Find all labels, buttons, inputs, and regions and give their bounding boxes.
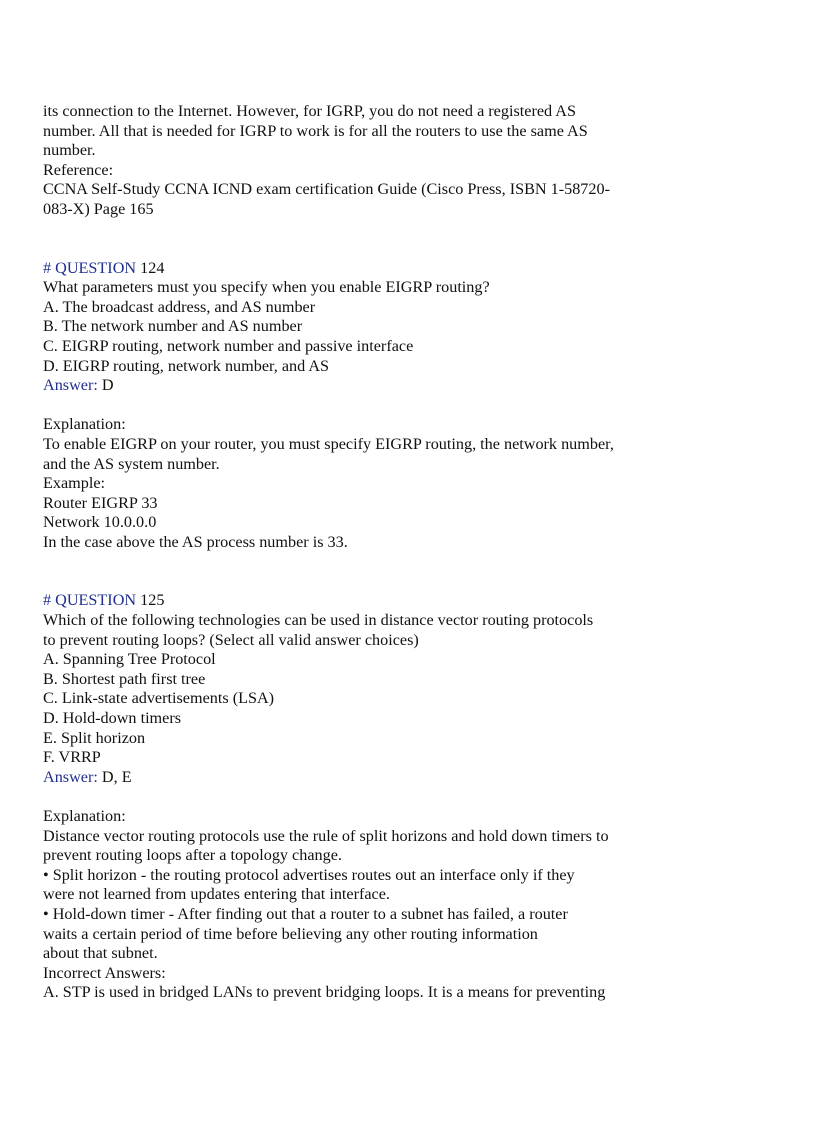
- answer-option: A. Spanning Tree Protocol: [43, 650, 216, 669]
- explanation-line: were not learned from updates entering that interface.: [43, 885, 390, 904]
- answer-option: B. Shortest path first tree: [43, 669, 206, 688]
- explanation-line: To enable EIGRP on your router, you must specify EIGRP routing, the network number,: [43, 434, 614, 453]
- explanation-line: A. STP is used in bridged LANs to prevent bridging loops. It is a means for preventing: [43, 983, 606, 1002]
- question-header-number: 124: [136, 258, 165, 277]
- spacer: [43, 787, 783, 807]
- explanation-line: waits a certain period of time before believing any other routing information: [43, 924, 538, 943]
- question-header-prefix: # QUESTION: [43, 591, 137, 610]
- answer-value: D: [97, 376, 114, 395]
- intro-line: number.: [43, 141, 96, 160]
- document-page: [43, 102, 783, 1003]
- explanation-line: Example:: [43, 474, 106, 493]
- explanation-line: prevent routing loops after a topology change.: [43, 846, 342, 865]
- spacer: [43, 396, 783, 416]
- explanation-label: Explanation:: [43, 807, 126, 825]
- answer-line: [43, 768, 783, 788]
- spacer: [43, 220, 783, 259]
- answer-option: E. Split horizon: [43, 728, 146, 747]
- incorrect-answers-label: Incorrect Answers:: [43, 963, 166, 982]
- question-header: [43, 591, 783, 611]
- question-text: Which of the following technologies can be used in distance vector routing protocols: [43, 611, 594, 630]
- answer-option: D. EIGRP routing, network number, and AS: [43, 356, 330, 375]
- intro-reference-line: 083-X) Page 165: [43, 199, 154, 218]
- question-text: What parameters must you specify when you enable EIGRP routing?: [43, 278, 490, 297]
- explanation-line: In the case above the AS process number is 33.: [43, 532, 348, 551]
- explanation-line: Network 10.0.0.0: [43, 513, 157, 532]
- question-header-prefix: # QUESTION: [43, 258, 137, 277]
- answer-value: D, E: [97, 767, 132, 786]
- answer-option: D. Hold-down timers: [43, 709, 182, 728]
- explanation-label: Explanation:: [43, 415, 126, 434]
- intro-line: its connection to the Internet. However, for IGRP, you do not need a registered AS: [43, 102, 576, 120]
- question-124-block: [43, 259, 783, 553]
- question-text: to prevent routing loops? (Select all valid answer choices): [43, 630, 419, 649]
- answer-option: F. VRRP: [43, 748, 101, 767]
- explanation-line: and the AS system number.: [43, 454, 220, 473]
- intro-reference-label: Reference:: [43, 160, 114, 179]
- answer-label: Answer:: [43, 767, 98, 786]
- answer-label: Answer:: [43, 376, 98, 395]
- question-header-number: 125: [136, 591, 165, 610]
- answer-line: [43, 376, 783, 396]
- question-header: [43, 259, 783, 279]
- spacer: [43, 552, 783, 591]
- explanation-line: Distance vector routing protocols use the rule of split horizons and hold down timers to: [43, 826, 609, 845]
- intro-reference-line: CCNA Self-Study CCNA ICND exam certification Guide (Cisco Press, ISBN 1-58720-: [43, 180, 610, 199]
- answer-option: B. The network number and AS number: [43, 317, 303, 336]
- answer-option: C. Link-state advertisements (LSA): [43, 689, 275, 708]
- explanation-line: Router EIGRP 33: [43, 493, 158, 512]
- explanation-line: • Hold-down timer - After finding out that a router to a subnet has failed, a router: [43, 904, 568, 923]
- intro-line: number. All that is needed for IGRP to work is for all the routers to use the same AS: [43, 121, 588, 140]
- answer-option: A. The broadcast address, and AS number: [43, 297, 316, 316]
- answer-option: C. EIGRP routing, network number and passive interface: [43, 336, 414, 355]
- explanation-line: • Split horizon - the routing protocol advertises routes out an interface only if they: [43, 865, 575, 884]
- question-125-block: [43, 591, 783, 1002]
- explanation-line: about that subnet.: [43, 944, 158, 963]
- intro-block: [43, 102, 783, 220]
